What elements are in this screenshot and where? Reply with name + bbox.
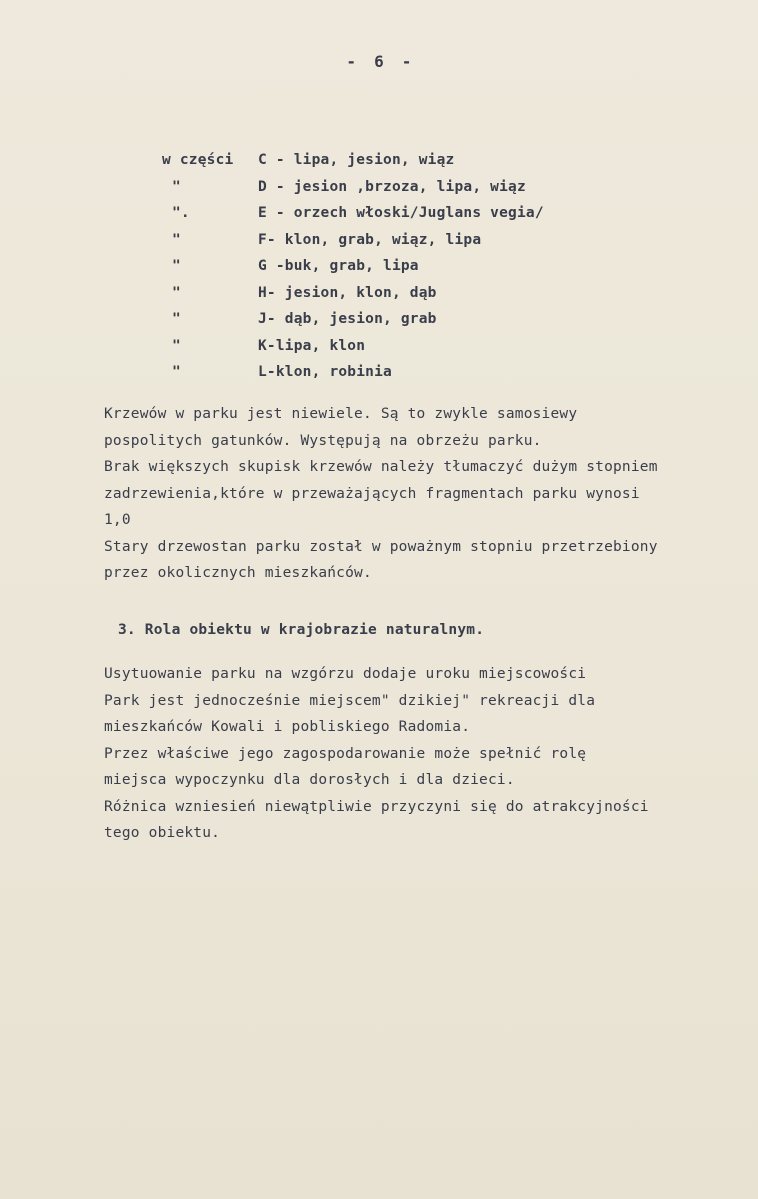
- ditto-mark: ": [172, 337, 181, 354]
- text-line: mieszkańców Kowali i pobliskiego Radomia.: [104, 719, 471, 735]
- ditto-mark: ": [172, 258, 181, 274]
- text-line: Stary drzewostan parku został w poważnym stopniu przetrzebiony: [104, 538, 658, 555]
- list-item-text: E - orzech włoski/Juglans vegia/: [258, 205, 544, 221]
- text-line: miejsca wypoczynku dla dorosłych i dla dzieci.: [104, 772, 515, 788]
- list-item-text: D - jesion ,brzoza, lipa, wiąz: [258, 178, 526, 195]
- header-dash-left: -: [346, 52, 357, 71]
- section-heading: 3. Rola obiektu w krajobrazie naturalnym.: [118, 622, 485, 638]
- text-line: przez okolicznych mieszkańców.: [104, 565, 372, 581]
- list-item-text: G -buk, grab, lipa: [258, 258, 419, 274]
- list-item-text: H- jesion, klon, dąb: [258, 284, 437, 301]
- page-number: 6: [374, 52, 384, 71]
- text-line: tego obiektu.: [104, 825, 221, 841]
- page-header: [0, 52, 758, 71]
- text-line: Przez właściwe jego zagospodarowanie może spełnić rolę: [104, 745, 587, 762]
- text-line: 1,0: [104, 512, 131, 528]
- list-item-text: J- dąb, jesion, grab: [258, 311, 437, 327]
- header-dash-right: -: [401, 52, 412, 71]
- ditto-mark: ": [172, 178, 181, 195]
- list-item-text: F- klon, grab, wiąz, lipa: [258, 231, 482, 248]
- shrubs-paragraph: [104, 404, 658, 590]
- text-line: pospolitych gatunków. Występują na obrzeżu parku.: [104, 432, 542, 449]
- list-item-text: K-lipa, klon: [258, 337, 366, 354]
- text-line: Brak większych skupisk krzewów należy tłumaczyć dużym stopniem: [104, 459, 658, 475]
- text-line: zadrzewienia,które w przeważających fragmentach parku wynosi: [104, 485, 640, 502]
- list-prefix: w części: [162, 152, 234, 168]
- ditto-mark: ": [172, 231, 181, 248]
- ditto-mark: ": [172, 364, 181, 380]
- ditto-mark: ": [172, 311, 181, 327]
- text-line: Krzewów w parku jest niewiele. Są to zwykle samosiewy: [104, 406, 578, 422]
- list-item-text: C - lipa, jesion, wiąz: [258, 152, 455, 168]
- text-line: Różnica wzniesień niewątpliwie przyczyni się do atrakcyjności: [104, 798, 649, 815]
- list-item-text: L-klon, robinia: [258, 364, 392, 380]
- ditto-mark: ": [172, 284, 181, 301]
- ditto-mark: ".: [172, 205, 190, 221]
- role-paragraph: [104, 664, 649, 850]
- text-line: Park jest jednocześnie miejscem" dzikiej" rekreacji dla: [104, 692, 596, 709]
- text-line: Usytuowanie parku na wzgórzu dodaje uroku miejscowości: [104, 666, 587, 682]
